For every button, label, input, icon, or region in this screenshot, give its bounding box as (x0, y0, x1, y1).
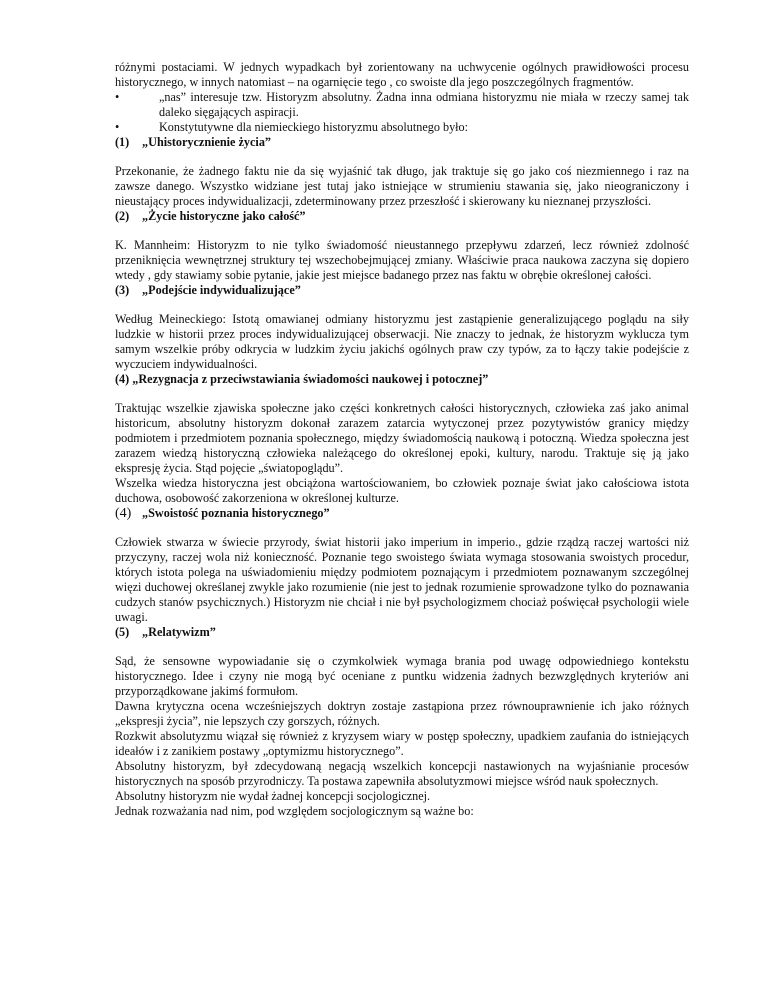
section-number: (2) (115, 209, 130, 223)
section-title: „Życie historyczne jako całość” (142, 209, 306, 223)
section-paragraph: Absolutny historyzm nie wydał żadnej koncepcji socjologicznej. (115, 789, 431, 803)
section-paragraph: K. Mannheim: Historyzm to nie tylko świadomość nieustannego przepływu zdarzeń, lecz również zdolność przeniknięcia wewnętrznej struktury tej wszechobejmującej zmiany. Właściwie praca naukowa zaczyna się dopiero wtedy , gdy stawiamy sobie pytanie, jakie jest miejsce badanego przez nas faktu w obrębie określonej całości. (115, 238, 689, 282)
section-heading (115, 625, 689, 640)
section-heading (115, 135, 689, 150)
intro-paragraph: różnymi postaciami. W jednych wypadkach był zorientowany na uchwycenie ogólnych prawidłowości procesu historycznego, w innych natomiast – na ogarnięcie tego , co swoiste dla jego poszczególnych fragmentów. (115, 60, 689, 89)
bullet-icon: • (115, 90, 120, 104)
section-number: (5) (115, 625, 130, 639)
section-paragraph: Przekonanie, że żadnego faktu nie da się wyjaśnić tak długo, jak traktuje się go jako coś niezmiennego i raz na zawsze danego. Wszystko widziane jest tutaj jako istniejące w strumieniu stawania się, jako nieograniczony i nieustający proces indywidualizacji, zdeterminowany przez przeszłość i skierowany ku nieznanej przyszłości. (115, 164, 689, 208)
section-paragraph: Według Meineckiego: Istotą omawianej odmiany historyzmu jest zastąpienie generalizującego poglądu na siły ludzkie w historii przez proces indywidualizującej obserwacji. Nie znaczy to jednak, że historyzm wyklucza tym samym wszelkie próby odkrycia w ludzkim życiu jakichś ogólnych praw czy typów, za to łączy takie podejście z wyczuciem indywidualności. (115, 312, 689, 371)
section-title: „Podejście indywidualizujące” (142, 283, 301, 297)
section-heading (115, 209, 689, 224)
section-paragraph: Jednak rozważania nad nim, pod względem socjologicznym są ważne bo: (115, 804, 474, 818)
section-number: (3) (115, 283, 130, 297)
section-title: „Relatywizm” (142, 625, 216, 639)
section-title: „Rezygnacja z przeciwstawiania świadomości naukowej i potocznej” (132, 372, 489, 386)
bullet-text: Konstytutywne dla niemieckiego historyzmu absolutnego było: (159, 120, 469, 134)
section-paragraph: Wszelka wiedza historyczna jest obciążona wartościowaniem, bo człowiek poznaje świat jako całościowa istota duchowa, osobowość zakorzeniona w określonej kulturze. (115, 476, 689, 505)
section-paragraph: Traktując wszelkie zjawiska społeczne jako części konkretnych całości historycznych, człowieka zaś jako animal historicum, absolutny historyzm dokonał zarazem zatarcia wytyczonej przez pozytywistów granicy między podmiotem i przedmiotem poznania społecznego, między świadomością naukową i potoczną. Wiedza społeczna jest zarazem wiedzą historyczną człowieka należącego do określonej epoki, kultury, narodu. Traktuje się ją jako ekspresję życia. Stąd pojęcie „światopoglądu”. (115, 401, 689, 475)
section-paragraph: Dawna krytyczna ocena wcześniejszych doktryn zostaje zastąpiona przez równouprawnienie ich jako różnych „ekspresji życia”, nie lepszych czy gorszych, różnych. (115, 699, 689, 728)
section-number: (4) (115, 372, 130, 386)
bullet-item (115, 90, 689, 120)
section-paragraph: Sąd, że sensowne wypowiadanie się o czymkolwiek wymaga brania pod uwagę odpowiedniego kontekstu historycznego. Idee i czyny nie mogą być oceniane z puntku widzenia żadnych bezwzględnych kryteriów ani przyporządkowane jakimś formułom. (115, 654, 689, 698)
section-paragraph: Człowiek stwarza w świecie przyrody, świat historii jako imperium in imperio., gdzie rządzą raczej wartości niż przyczyny, raczej wola niż konieczność. Poznanie tego swoistego świata wymaga stosowania swoistych procedur, których istota polega na uświadomieniu między podmiotem poznającym i przedmiotem poznawanym szczególnej więzi duchowej określanej zwykle jako rozumienie (nie jest to jednak rozumienie sprowadzone tylko do poznawania cudzych stanów psychicznych.) Historyzm nie chciał i nie był psychologizmem chociaż poświęcał psychologii wiele uwagi. (115, 535, 689, 624)
bullet-item (115, 120, 689, 135)
document-page (115, 60, 689, 819)
section-title: „Uhistorycznienie życia” (142, 135, 272, 149)
section-paragraph: Absolutny historyzm, był zdecydowaną negacją wszelkich koncepcji nastawionych na wyjaśnianie procesów historycznych na sposób przyrodniczy. Ta postawa zapewniła absolutyzmowi miejsce wśród nauk społecznych. (115, 759, 689, 788)
section-heading (115, 372, 689, 387)
section-heading (115, 506, 689, 521)
section-number: (4) (115, 506, 132, 521)
bullet-icon: • (115, 120, 120, 134)
section-title: „Swoistość poznania historycznego” (142, 506, 330, 520)
section-number: (1) (115, 135, 130, 149)
section-paragraph: Rozkwit absolutyzmu wiązał się również z kryzysem wiary w postęp społeczny, upadkiem zaufania do istniejących ideałów i z zanikiem postawy „optymizmu historycznego”. (115, 729, 689, 758)
bullet-text: „nas” interesuje tzw. Historyzm absolutny. Żadna inna odmiana historyzmu nie miała w rzeczy samej tak daleko sięgających aspiracji. (159, 90, 689, 119)
section-heading (115, 283, 689, 298)
